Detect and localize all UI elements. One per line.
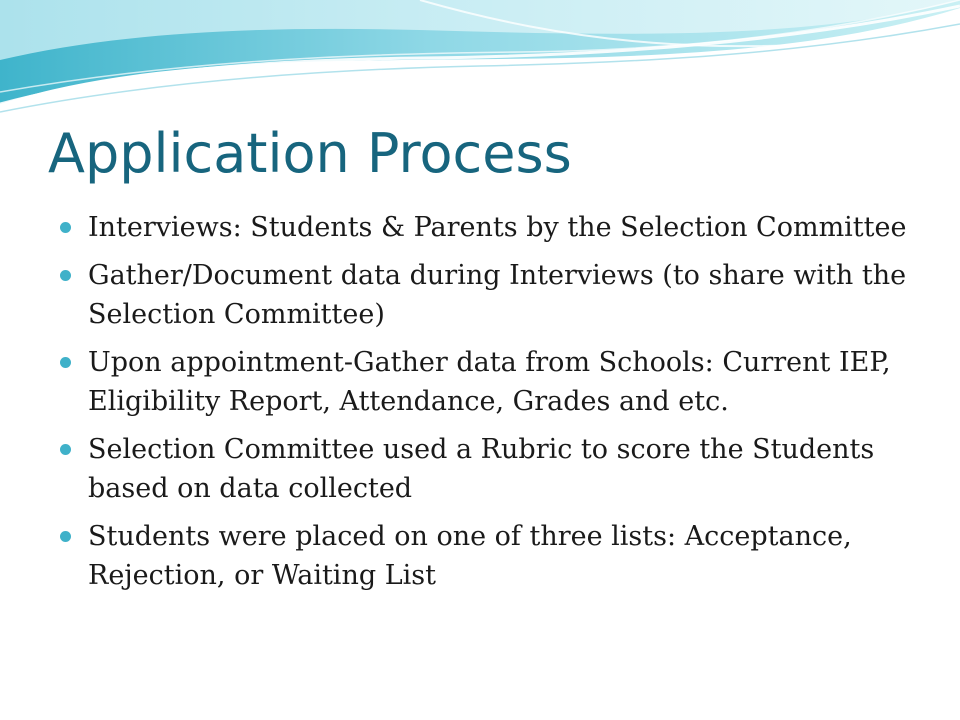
bullet-text: Interviews: Students & Parents by the Selection Committee: [88, 212, 907, 243]
bullet-dot-icon: [60, 531, 71, 542]
bullet-text: Selection Committee used a Rubric to score the Students based on data collected: [88, 434, 875, 504]
bullet-item: [60, 343, 920, 421]
bullet-item: [60, 256, 920, 334]
bullet-text: Upon appointment-Gather data from Schools: Current IEP, Eligibility Report, Attendance, Grades and etc.: [88, 347, 891, 417]
bullet-text: Students were placed on one of three lists: Acceptance, Rejection, or Waiting List: [88, 521, 852, 591]
bullet-text: Gather/Document data during Interviews (to share with the Selection Committee): [88, 260, 907, 330]
bullet-item: [60, 430, 920, 508]
slide-title: Application Process: [48, 122, 572, 185]
bullet-item: [60, 517, 920, 595]
bullet-item: [60, 208, 920, 247]
bullet-dot-icon: [60, 222, 71, 233]
header-wave-decoration: [0, 0, 960, 120]
bullet-dot-icon: [60, 444, 71, 455]
bullet-list: [60, 208, 920, 604]
bullet-dot-icon: [60, 357, 71, 368]
bullet-dot-icon: [60, 270, 71, 281]
